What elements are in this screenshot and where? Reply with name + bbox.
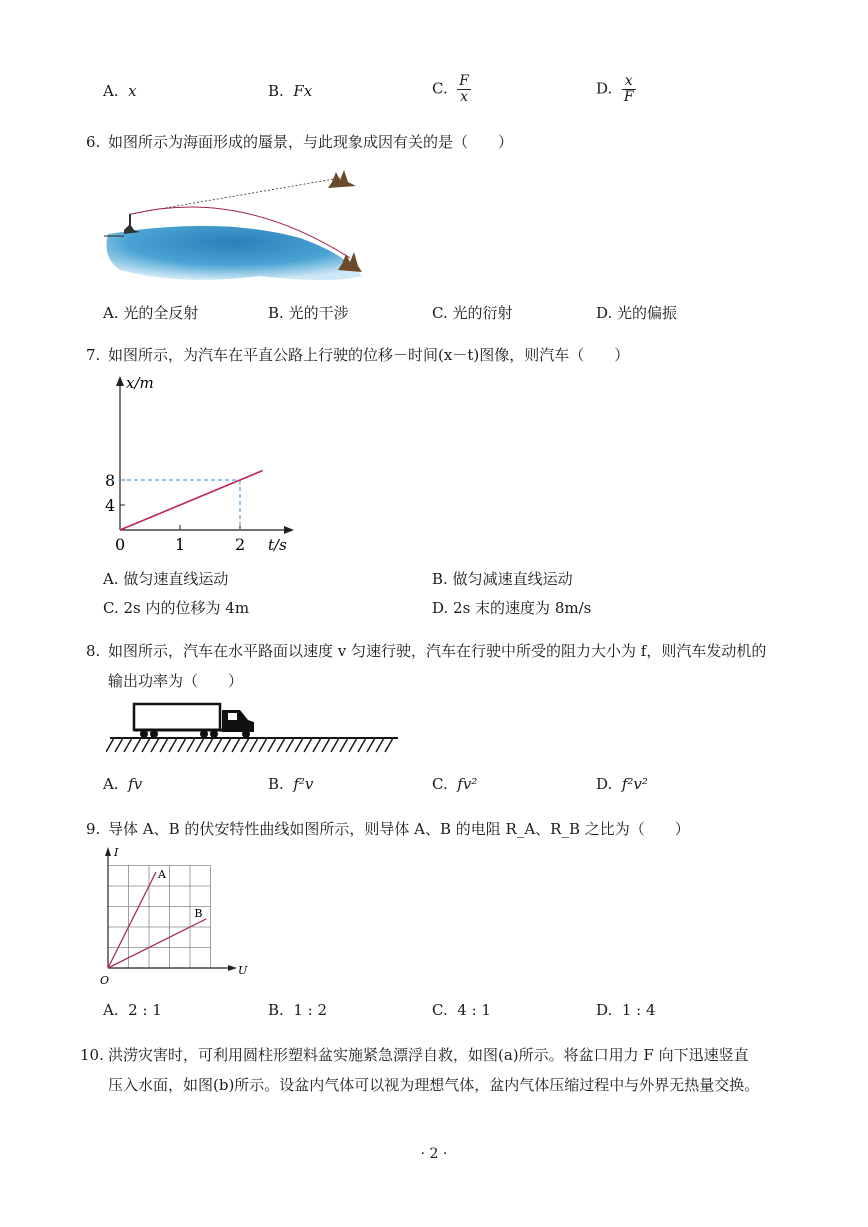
wheel-icon (210, 730, 218, 738)
xt-line (120, 471, 263, 531)
x-axis-label: U (238, 964, 248, 977)
q10-line2: 压入水面，如图(b)所示。设盆内气体可以视为理想气体，盆内气体压缩过程中与外界无热量交换。 (108, 1076, 760, 1094)
q8-stem-line2: 输出功率为（ ） (108, 672, 244, 690)
wheel-icon (150, 730, 158, 738)
line-b (108, 919, 206, 968)
q7-option-a: A. 做匀速直线运动 (103, 570, 229, 588)
ground-hatching (106, 738, 393, 752)
q5-option-b: B. Fx (268, 82, 313, 100)
q7-option-c: C. 2s 内的位移为 4m (103, 599, 250, 617)
wheel-icon (140, 730, 148, 738)
line-b-label: B (194, 906, 203, 920)
q9-option-a: A. 2 : 1 (103, 1001, 162, 1019)
x-tick-label: 0 (115, 535, 126, 554)
fraction-f-over-x: $\frac{F}{x}$ (459, 73, 469, 105)
trailer (134, 704, 220, 730)
x-axis-arrow (284, 526, 294, 534)
q6-option-a: A. 光的全反射 (103, 304, 199, 322)
q5-option-a: A. x (103, 82, 137, 100)
q8-option-c: C. fv² (432, 775, 478, 793)
iv-graph (100, 842, 260, 990)
y-axis-label: x/m (126, 374, 154, 392)
line-a-label: A (157, 868, 166, 882)
q7-option-d: D. 2s 末的速度为 8m/s (432, 599, 592, 617)
q7-option-b: B. 做匀减速直线运动 (432, 570, 573, 588)
q6-stem: 6. 如图所示为海面形成的蜃景，与此现象成因有关的是（ ） (86, 133, 514, 151)
q9-option-c: C. 4 : 1 (432, 1001, 491, 1019)
q10-line1: 10. 洪涝灾害时，可利用圆柱形塑料盆实施紧急漂浮自救，如图(a)所示。将盆口用力 F 向下迅速竖直 (80, 1046, 749, 1064)
y-tick-label: 8 (105, 471, 116, 490)
q8-option-a: A. fv (103, 775, 143, 793)
origin-label: O (100, 974, 110, 987)
q6-option-d: D. 光的偏振 (596, 304, 678, 322)
wheel-icon (200, 730, 208, 738)
x-tick-label: 2 (235, 535, 246, 554)
q9-option-d: D. 1 : 4 (596, 1001, 656, 1019)
q8-stem-line1: 8. 如图所示，汽车在水平路面以速度 v 匀速行驶，汽车在行驶中所受的阻力大小为 f，则汽车发动机的 (86, 642, 767, 660)
y-tick-label: 4 (105, 496, 116, 515)
q6-option-b: B. 光的干涉 (268, 304, 349, 322)
truck-cab-icon (222, 710, 254, 732)
sea-surface (107, 226, 363, 280)
page-number: · 2 · (420, 1146, 448, 1162)
q5-option-c: C. $\frac{F}{x}$ (432, 73, 469, 105)
fraction-x-over-f: $\frac{x}{F}$ (623, 73, 634, 105)
y-axis-arrow (116, 376, 124, 386)
x-axis-label: t/s (268, 536, 287, 554)
x-tick-label: 1 (175, 535, 186, 554)
truck-illustration (106, 698, 402, 758)
q6-option-c: C. 光的衍射 (432, 304, 513, 322)
q5-option-d: D. $\frac{x}{F}$ (596, 73, 634, 105)
q8-option-d: D. f²v² (596, 775, 648, 793)
y-axis-label: I (114, 846, 119, 859)
mirage-illustration (100, 168, 370, 290)
q7-stem: 7. 如图所示，为汽车在平直公路上行驶的位移－时间(x－t)图像，则汽车（ ） (86, 346, 630, 364)
q9-option-b: B. 1 : 2 (268, 1001, 328, 1019)
q8-option-b: B. f²v (268, 775, 314, 793)
xt-graph (100, 368, 300, 558)
q9-stem: 9. 导体 A、B 的伏安特性曲线如图所示，则导体 A、B 的电阻 R_A、R_B 之比为（ ） (86, 820, 690, 838)
wheel-icon (242, 730, 250, 738)
